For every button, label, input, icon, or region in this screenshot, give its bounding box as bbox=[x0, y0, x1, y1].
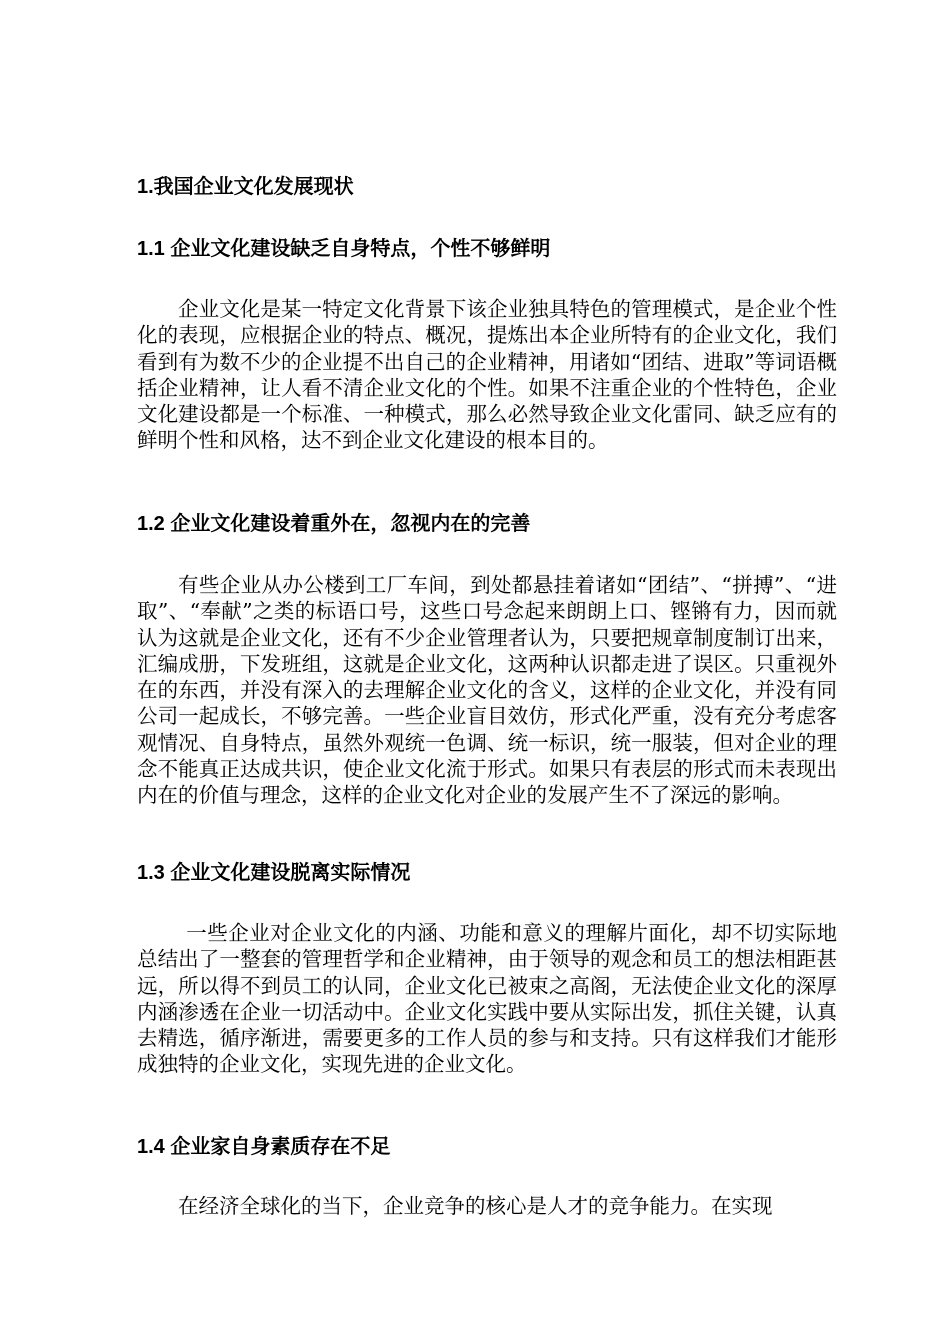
paragraph-1-4: 在经济全球化的当下，企业竞争的核心是人才的竞争能力。在实现 bbox=[178, 1194, 773, 1218]
subsection-heading-1-4: 1.4 企业家自身素质存在不足 bbox=[137, 1136, 391, 1158]
paragraph-1-1: 企业文化是某一特定文化背景下该企业独具特色的管理模式，是企业个性化的表现，应根据企业的特点、概况，提炼出本企业所特有的企业文化，我们看到有为数不少的企业提不出自己的企业精神，用诸如“团结、进取”等词语概括企业精神，让人看不清企业文化的个性。如果不注重企业的个性特色，企业文化建设都是一个标准、一种模式，那么必然导致企业文化雷同、缺乏应有的鲜明个性和风格，达不到企业文化建设的根本目的。 bbox=[137, 297, 837, 453]
subsection-heading-1-2: 1.2 企业文化建设着重外在，忽视内在的完善 bbox=[137, 513, 531, 535]
subsection-heading-1-1: 1.1 企业文化建设缺乏自身特点，个性不够鲜明 bbox=[137, 238, 551, 260]
section-title: 1.我国企业文化发展现状 bbox=[137, 176, 354, 198]
paragraph-1-3: 一些企业对企业文化的内涵、功能和意义的理解片面化，却不切实际地总结出了一整套的管理哲学和企业精神，由于领导的观念和员工的想法相距甚远，所以得不到员工的认同，企业文化已被束之高阁，无法使企业文化的深厚内涵渗透在企业一切活动中。企业文化实践中要从实际出发，抓住关键，认真去精选，循序渐进，需要更多的工作人员的参与和支持。只有这样我们才能形成独特的企业文化，实现先进的企业文化。 bbox=[137, 921, 837, 1077]
subsection-heading-1-3: 1.3 企业文化建设脱离实际情况 bbox=[137, 862, 411, 884]
paragraph-1-2: 有些企业从办公楼到工厂车间，到处都悬挂着诸如“团结”、“拼搏”、“进取”、“奉献”之类的标语口号，这些口号念起来朗朗上口、铿锵有力，因而就认为这就是企业文化，还有不少企业管理者认为，只要把规章制度制订出来，汇编成册，下发班组，这就是企业文化，这两种认识都走进了误区。只重视外在的东西，并没有深入的去理解企业文化的含义，这样的企业文化，并没有同公司一起成长，不够完善。一些企业盲目效仿，形式化严重，没有充分考虑客观情况、自身特点，虽然外观统一色调、统一标识，统一服装，但对企业的理念不能真正达成共识，使企业文化流于形式。如果只有表层的形式而未表现出内在的价值与理念，这样的企业文化对企业的发展产生不了深远的影响。 bbox=[137, 573, 837, 808]
